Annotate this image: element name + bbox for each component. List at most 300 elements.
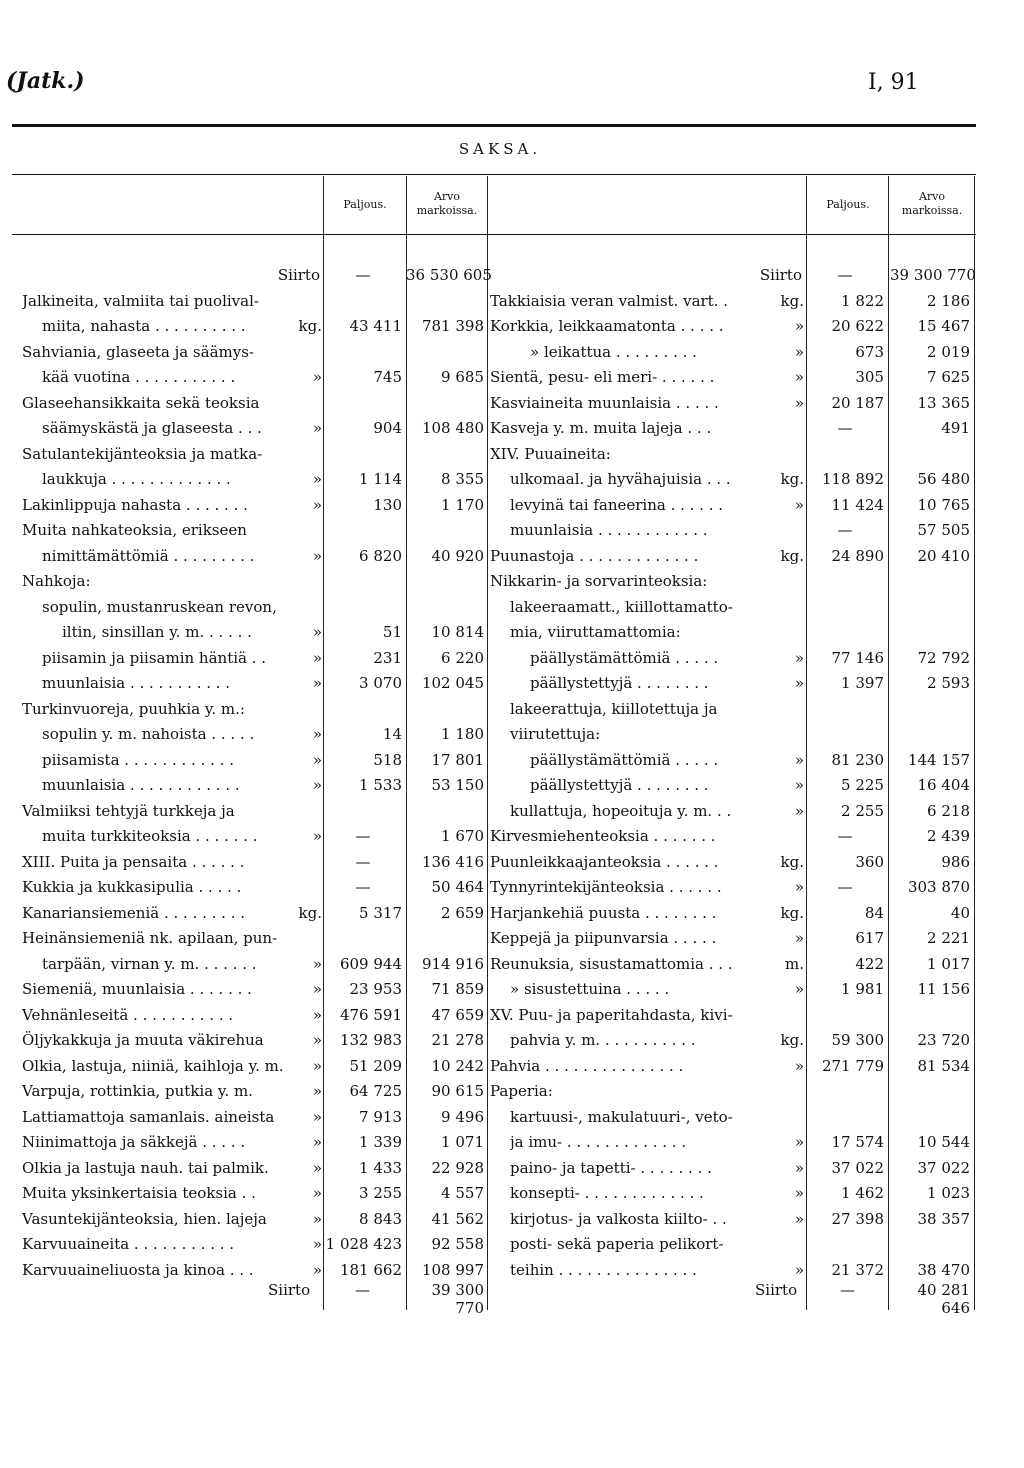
row-quantity: — [355,852,371,871]
row-quantity: 181 662 [339,1260,402,1279]
row-value: 53 150 [431,776,484,794]
row-value: 1 670 [441,827,484,845]
row-quantity: — [355,827,371,845]
row-label: Kanariansiemeniä . . . . . . . . . [22,903,246,922]
table-row [490,1104,976,1130]
row-quantity: 422 [855,954,884,973]
table-row [22,1053,492,1079]
table-row [490,1078,976,1104]
row-label: Vehnänleseitä . . . . . . . . . . . [22,1005,234,1024]
row-label: Nikkarin- ja sorvarinteoksia: [490,572,708,590]
row-unit: » [312,1235,322,1253]
row-quantity: 11 424 [831,495,884,514]
row-value: 21 278 [431,1031,484,1049]
left-footer-label: Siirto [268,1281,311,1299]
row-value: 1 180 [441,725,484,743]
row-quantity: — [355,266,371,284]
row-value: 491 [941,419,970,437]
row-unit: » [312,1082,322,1100]
row-unit: » [312,954,322,973]
table-row [22,645,492,671]
table-row [22,390,492,416]
row-value: 50 464 [431,878,484,896]
table-row [490,900,976,926]
row-label: Siirto [759,266,802,284]
row-unit: » [794,980,804,998]
page-number: I, 91 [868,70,919,95]
row-unit: » [312,648,322,667]
row-value: 16 404 [917,776,970,794]
row-label: Harjankehiä puusta . . . . . . . . [490,903,717,922]
row-value: 39 300 770 [890,266,976,284]
row-unit: » [794,1184,804,1202]
row-unit: kg. [780,903,804,922]
row-label: teihin . . . . . . . . . . . . . . . [510,1260,697,1279]
row-unit: kg. [780,546,804,565]
row-unit: » [312,1056,322,1075]
table-row [22,747,492,773]
table-row [490,466,976,492]
table-row [490,798,976,824]
row-unit: » [794,929,804,947]
row-unit: » [312,419,322,437]
row-quantity: 1 462 [841,1184,884,1202]
row-label: Korkkia, leikkaamatonta . . . . . [490,317,724,335]
row-unit: » [794,648,804,667]
row-value: 20 410 [917,546,970,565]
row-quantity: 745 [373,368,402,386]
row-unit: » [312,750,322,769]
row-value: 7 625 [927,368,970,386]
table-row [22,568,492,594]
row-unit: » [312,1107,322,1126]
row-label: piisamista . . . . . . . . . . . . [42,750,234,769]
row-label: päällystettyjä . . . . . . . . [530,674,709,692]
row-unit: kg. [780,470,804,488]
row-quantity: 476 591 [339,1005,402,1024]
row-label: muunlaisia . . . . . . . . . . . [42,674,231,692]
row-unit: » [794,342,804,361]
row-label: päällystämättömiä . . . . . [530,648,719,667]
row-label: XV. Puu- ja paperitahdasta, kivi- [490,1005,733,1024]
table-row [490,415,976,441]
row-unit: » [794,1260,804,1279]
table-row [490,1206,976,1232]
table-row [22,951,492,977]
table-row [490,288,976,314]
row-label: Puunleikkaajanteoksia . . . . . . [490,852,719,871]
row-label: Muita yksinkertaisia teoksia . . [22,1184,256,1202]
table-row [490,925,976,951]
row-quantity: 37 022 [831,1158,884,1177]
row-unit: » [794,674,804,692]
table-row [490,543,976,569]
row-unit: » [794,393,804,412]
table-row [22,441,492,467]
table-row [490,390,976,416]
row-unit: » [794,1209,804,1228]
row-quantity: — [837,521,853,539]
row-unit: » [312,1031,322,1049]
row-quantity: 904 [373,419,402,437]
row-quantity: 673 [855,342,884,361]
row-value: 38 357 [917,1209,970,1228]
table-row [22,976,492,1002]
table-row [22,594,492,620]
row-quantity: 130 [373,495,402,514]
table-row [490,823,976,849]
row-value: 8 355 [441,470,484,488]
row-value: 108 997 [421,1260,484,1279]
row-value: 914 916 [421,954,484,973]
row-unit: » [312,1184,322,1202]
row-unit: kg. [298,317,322,335]
row-value: 2 593 [927,674,970,692]
row-label: kää vuotina . . . . . . . . . . . [42,368,236,386]
header-rule [12,234,976,235]
table-row [490,1180,976,1206]
row-unit: » [312,470,322,488]
table-row [490,313,976,339]
row-value: 10 814 [431,623,484,641]
left-footer-value: 39 300 770 [431,1281,484,1317]
row-label: » sisustettuina . . . . . [510,980,670,998]
row-quantity: 6 820 [359,546,402,565]
row-quantity: 7 913 [359,1107,402,1126]
row-quantity: 1 028 423 [325,1235,402,1253]
row-unit: » [794,368,804,386]
table-title: SAKSA. [458,140,542,158]
row-quantity: 2 255 [841,801,884,820]
row-unit: » [794,1056,804,1075]
row-quantity: 21 372 [831,1260,884,1279]
table-row [490,568,976,594]
row-quantity: — [837,878,853,896]
table-row [22,823,492,849]
table-row [22,874,492,900]
row-label: ulkomaal. ja hyvähajuisia . . . [510,470,731,488]
table-row [490,696,976,722]
table-row [490,951,976,977]
row-quantity: 360 [855,852,884,871]
row-unit: » [312,725,322,743]
table-row [490,594,976,620]
row-value: 303 870 [907,878,970,896]
right-footer-qty: — [840,1281,855,1299]
row-quantity: 77 146 [831,648,884,667]
row-quantity: 3 255 [359,1184,402,1202]
row-unit: » [794,878,804,896]
row-label: Turkinvuoreja, puuhkia y. m.: [22,699,245,718]
row-quantity: 1 533 [359,776,402,794]
row-value: 17 801 [431,750,484,769]
row-label: Puunastoja . . . . . . . . . . . . . [490,546,699,565]
row-value: 2 659 [441,903,484,922]
row-label: Sientä, pesu- eli meri- . . . . . . [490,368,715,386]
table-row [22,1155,492,1181]
row-value: 11 156 [917,980,970,998]
row-value: 57 505 [917,521,970,539]
row-quantity: 43 411 [349,317,402,335]
left-qty-header: Paljous. [343,198,387,211]
row-value: 1 071 [441,1133,484,1151]
row-unit: » [312,368,322,386]
row-label: levyinä tai faneerina . . . . . . [510,495,724,514]
row-label: Olkia ja lastuja nauh. tai palmik. [22,1158,269,1177]
top-rule [12,124,976,127]
table-row [22,288,492,314]
table-row [490,262,976,288]
row-label: piisamin ja piisamin häntiä . . [42,648,267,667]
row-label: lakeerattuja, kiillotettuja ja [510,699,718,718]
row-quantity: 231 [373,648,402,667]
row-label: sopulin y. m. nahoista . . . . . [42,725,255,743]
row-label: Varpuja, rottinkia, putkia y. m. [22,1082,253,1100]
row-unit: » [794,1133,804,1151]
row-label: ja imu- . . . . . . . . . . . . . [510,1133,687,1151]
right-footer-label: Siirto [755,1281,798,1299]
row-value: 15 467 [917,317,970,335]
row-quantity: 84 [864,903,884,922]
row-label: XIV. Puuaineita: [490,444,611,463]
row-value: 108 480 [421,419,484,437]
row-label: pahvia y. m. . . . . . . . . . . [510,1031,696,1049]
row-quantity: 1 981 [841,980,884,998]
table-row [490,747,976,773]
row-label: Kukkia ja kukkasipulia . . . . . [22,878,242,896]
row-value: 10 765 [917,495,970,514]
right-qty-header: Paljous. [826,198,870,211]
row-label: » leikattua . . . . . . . . . [530,342,697,361]
row-label: Valmiiksi tehtyjä turkkeja ja [22,801,235,820]
table-row [490,1053,976,1079]
row-label: viirutettuja: [510,725,601,743]
table-row [490,721,976,747]
row-quantity: 27 398 [831,1209,884,1228]
row-quantity: 59 300 [831,1031,884,1049]
row-quantity: — [837,266,853,284]
row-unit: » [312,623,322,641]
row-label: konsepti- . . . . . . . . . . . . . [510,1184,704,1202]
row-label: mia, viiruttamattomia: [510,623,681,641]
row-label: Niinimattoja ja säkkejä . . . . . [22,1133,246,1151]
row-value: 781 398 [421,317,484,335]
table-row [490,772,976,798]
row-label: miita, nahasta . . . . . . . . . . [42,317,246,335]
row-value: 136 416 [421,852,484,871]
row-unit: » [312,827,322,845]
row-label: posti- sekä paperia pelikort- [510,1235,724,1253]
row-label: nimittämättömiä . . . . . . . . . [42,546,255,565]
row-unit: » [794,801,804,820]
row-label: Olkia, lastuja, niiniä, kaihloja y. m. [22,1056,284,1075]
row-quantity: 1 114 [359,470,402,488]
row-value: 92 558 [431,1235,484,1253]
row-quantity: 5 317 [359,903,402,922]
table-row [490,670,976,696]
table-row [490,645,976,671]
row-value: 986 [941,852,970,871]
row-value: 1 023 [927,1184,970,1202]
row-label: Lattiamattoja samanlais. aineista [22,1107,275,1126]
row-unit: » [312,980,322,998]
table-row [490,1002,976,1028]
row-quantity: — [355,878,371,896]
row-label: Siirto [277,266,320,284]
table-row [22,517,492,543]
row-unit: kg. [298,903,322,922]
row-quantity: 518 [373,750,402,769]
table-row [22,339,492,365]
row-quantity: 51 [382,623,402,641]
row-quantity: 1 433 [359,1158,402,1177]
row-quantity: 617 [855,929,884,947]
row-label: Takkiaisia veran valmist. vart. . [490,291,729,310]
row-label: paino- ja tapetti- . . . . . . . . [510,1158,712,1177]
row-value: 22 928 [431,1158,484,1177]
table-row [22,1231,492,1257]
row-unit: m. [785,954,804,973]
row-label: tarpään, virnan y. m. . . . . . . [42,954,257,973]
table-row [22,1002,492,1028]
row-value: 13 365 [917,393,970,412]
table-row [22,262,492,288]
table-row [22,466,492,492]
table-row [490,976,976,1002]
row-unit: » [794,776,804,794]
row-value: 2 019 [927,342,970,361]
row-value: 37 022 [917,1158,970,1177]
table-row [490,1231,976,1257]
right-value-header: Arvo markoissa. [901,190,963,217]
row-quantity: 17 574 [831,1133,884,1151]
row-value: 6 218 [927,801,970,820]
title-rule [12,174,976,175]
table-row [22,1180,492,1206]
row-label: Paperia: [490,1082,553,1100]
row-unit: » [312,1133,322,1151]
row-label: Nahkoja: [22,572,91,590]
row-quantity: 5 225 [841,776,884,794]
row-value: 40 920 [431,546,484,565]
table-row [490,517,976,543]
row-value: 1 170 [441,495,484,514]
row-value: 23 720 [917,1031,970,1049]
row-label: Kasviaineita muunlaisia . . . . . [490,393,719,412]
row-quantity: 3 070 [359,674,402,692]
table-row [22,925,492,951]
row-quantity: 81 230 [831,750,884,769]
table-row [22,1027,492,1053]
table-row [22,492,492,518]
row-quantity: 8 843 [359,1209,402,1228]
row-label: laukkuja . . . . . . . . . . . . . [42,470,231,488]
row-unit: » [312,776,322,794]
table-row [490,1129,976,1155]
table-row [490,1257,976,1283]
table-row [490,1155,976,1181]
row-value: 38 470 [917,1260,970,1279]
row-label: Kirvesmiehenteoksia . . . . . . . [490,827,716,845]
row-label: päällystämättömiä . . . . . [530,750,719,769]
table-row [22,543,492,569]
table-row [22,900,492,926]
row-label: Sahviania, glaseeta ja säämys- [22,342,254,361]
row-label: iltin, sinsillan y. m. . . . . . [62,623,252,641]
row-value: 144 157 [907,750,970,769]
left-value-header: Arvo markoissa. [416,190,478,217]
row-quantity: 1 397 [841,674,884,692]
table-row [22,721,492,747]
row-value: 41 562 [431,1209,484,1228]
row-value: 9 685 [441,368,484,386]
row-label: Keppejä ja piipunvarsia . . . . . [490,929,717,947]
row-quantity: 132 983 [339,1031,402,1049]
row-label: muita turkkiteoksia . . . . . . . [42,827,258,845]
row-quantity: 14 [382,725,402,743]
row-label: muunlaisia . . . . . . . . . . . . [42,776,240,794]
row-unit: » [312,1158,322,1177]
continuation-mark: (Jatk.) [6,68,85,94]
table-row [22,1257,492,1283]
table-row [22,1129,492,1155]
row-label: Lakinlippuja nahasta . . . . . . . [22,495,248,514]
row-label: Jalkineita, valmiita tai puolival- [22,291,259,310]
row-quantity: — [837,827,853,845]
table-row [490,1027,976,1053]
row-unit: kg. [780,852,804,871]
row-unit: » [794,495,804,514]
row-quantity: 64 725 [349,1082,402,1100]
row-label: Muita nahkateoksia, erikseen [22,521,247,539]
table-row [490,364,976,390]
row-label: Vasuntekijänteoksia, hien. lajeja [22,1209,267,1228]
row-value: 47 659 [431,1005,484,1024]
row-label: Kasveja y. m. muita lajeja . . . [490,419,712,437]
row-label: XIII. Puita ja pensaita . . . . . . [22,852,245,871]
row-unit: » [312,546,322,565]
table-row [22,313,492,339]
row-label: Glaseehansikkaita sekä teoksia [22,393,260,412]
row-label: Tynnyrintekijänteoksia . . . . . . [490,878,722,896]
row-unit: kg. [780,1031,804,1049]
table-row [22,1206,492,1232]
row-quantity: 118 892 [821,470,884,488]
row-label: sopulin, mustanruskean revon, [42,597,277,616]
row-label: muunlaisia . . . . . . . . . . . . [510,521,708,539]
row-value: 81 534 [917,1056,970,1075]
left-footer-qty: — [355,1281,370,1299]
row-unit: » [312,1005,322,1024]
row-unit: » [312,674,322,692]
row-unit: » [794,317,804,335]
row-label: kirjotus- ja valkosta kiilto- . . [510,1209,727,1228]
row-value: 10 544 [917,1133,970,1151]
row-quantity: — [837,419,853,437]
row-unit: kg. [780,291,804,310]
row-value: 9 496 [441,1107,484,1126]
row-value: 102 045 [421,674,484,692]
row-value: 6 220 [441,648,484,667]
row-quantity: 20 187 [831,393,884,412]
row-label: kartuusi-, makulatuuri-, veto- [510,1107,733,1126]
table-row [22,798,492,824]
table-row [490,619,976,645]
row-value: 40 [950,903,970,922]
row-quantity: 24 890 [831,546,884,565]
row-label: Satulantekijänteoksia ja matka- [22,444,263,463]
table-row [490,849,976,875]
